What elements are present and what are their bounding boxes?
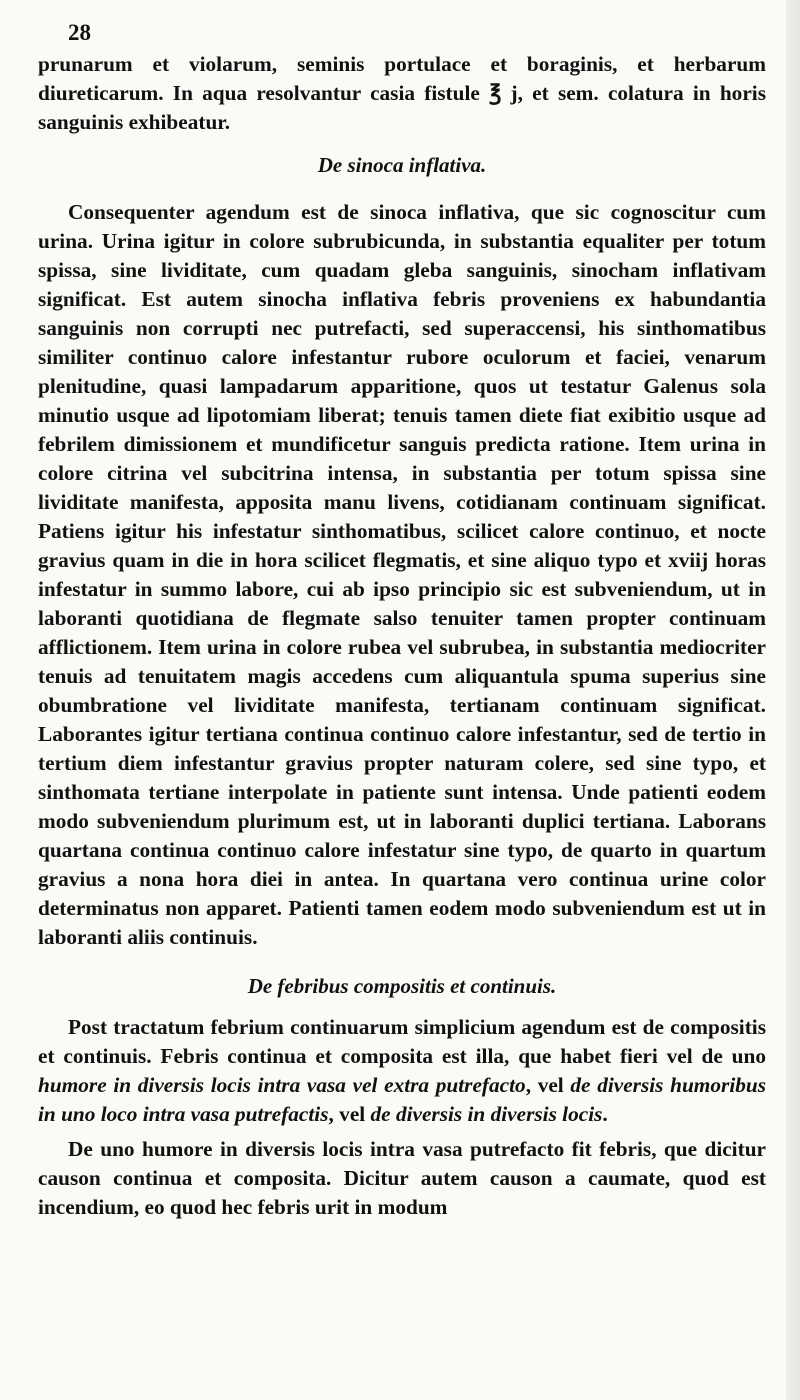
section-heading-febribus: De febribus compositis et continuis. — [247, 974, 557, 998]
paragraph-3-mid: , vel — [525, 1073, 571, 1097]
paragraph-3 — [38, 1013, 766, 1129]
paragraph-1: prunarum et violarum, seminis portulace et boraginis, et herbarum diureticarum. In aqua resolvantur casia fistule ℥ j, et sem. colatura in horis sanguinis exhibeatur. — [38, 52, 766, 134]
paragraph-3-end: . — [602, 1102, 608, 1126]
paragraph-2: Consequenter agendum est de sinoca inflativa, que sic cognoscitur cum urina. Urina igitur in colore subrubicunda, in substantia equaliter per totum spissa, sine lividitate, cum quadam gleba sanguinis, sinocham inflativam significat. Est autem sinocha inflativa febris proveniens ex habundantia sanguinis non corrupti nec putrefacti, sed superaccensi, his sinthomatibus similiter continuo calore infestantur rubore oculorum et faciei, venarum plenitudine, quasi lampadarum apparitione, quos ut testatur Galenus sola minutio usque ad lipotomiam liberat; tenuis tamen diete fiat exibitio usque ad febrilem dimissionem et mundificetur sanguis predicta ratione. Item urina in colore citrina vel subcitrina intensa, in substantia per totum spissa sine lividitate manifesta, apposita manu livens, cotidianam continuam significat. Patiens igitur his infestatur sinthomatibus, scilicet calore continuo, et nocte gravius quam in die in hora scilicet flegmatis, et sine aliquo typo et xviij horas infestatur in summo labore, cui ab ipso principio sic est subveniendum, ut in laboranti quotidiana de flegmate salso tenuiter tamen propter continuam afflictionem. Item urina in colore rubea vel subrubea, in substantia mediocriter tenuis ad tenuitatem magis accedens cum aliquantula spuma superius sine obumbratione vel lividitate manifesta, tertianam continuam significat. Laborantes igitur tertiana continua continuo calore infestantur, sed de tertio in tertium diem infestantur gravius propter naturam colere, sed sine typo, et sinthomata tertiane interpolate in patiente sunt intensa. Unde patienti eodem modo subveniendum plurimum est, ut in laboranti duplici tertiana. Laborans quartana continua continuo calore infestatur sine typo, de quarto in quartum gravius a nona hora diei in antea. In quartana vero continua urine color determinatus non apparet. Patienti tamen eodem modo subveniendum est ut in laboranti aliis continuis. — [38, 200, 766, 949]
paragraph-3-italic-1: humore in diversis locis intra vasa vel extra putrefacto — [38, 1073, 526, 1097]
paragraph-4: De uno humore in diversis locis intra vasa putrefacto fit febris, que dicitur causon continua et composita. Dicitur autem causon a caumate, quod est incendium, eo quod hec febris urit in modum — [38, 1137, 766, 1219]
paragraph-3-italic-3: de diversis in diversis locis — [370, 1102, 603, 1126]
section-heading-sinoca: De sinoca inflativa. — [317, 153, 487, 177]
paragraph-3-italic-2: de diversis humoribus in uno loco intra vasa putrefactis — [38, 1073, 767, 1126]
page-content — [38, 50, 766, 1222]
page-number: 28 — [68, 20, 91, 45]
paragraph-3-text: Post tractatum febrium continuarum simplicium agendum est de compositis et continuis. Febris continua et composita est illa, que habet fieri vel de uno — [38, 1015, 766, 1068]
paragraph-3-mid-2: , vel — [328, 1102, 371, 1126]
page-edge-shadow — [786, 0, 800, 1400]
